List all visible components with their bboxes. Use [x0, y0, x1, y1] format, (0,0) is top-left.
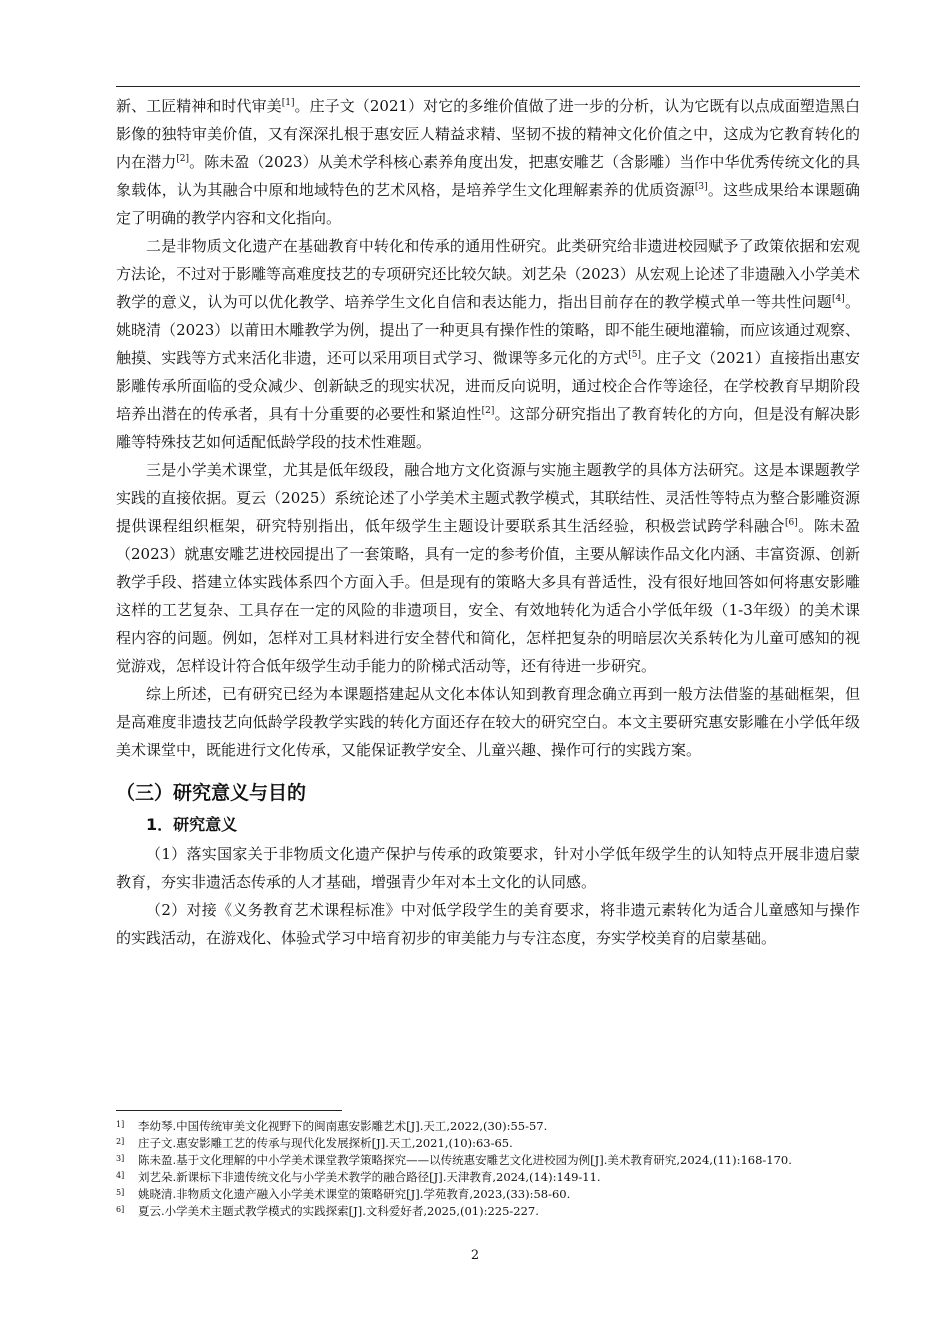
header-rule — [116, 86, 860, 87]
footnote-text: 刘艺朵.新课标下非遗传统文化与小学美术教学的融合路径[J].天津教育,2024,(14):149-11. — [138, 1170, 601, 1184]
footnote — [116, 1203, 860, 1220]
footnote-number: 2] — [116, 1137, 125, 1146]
footnote — [116, 1152, 860, 1169]
footnote — [116, 1186, 860, 1203]
significance-item-2: （2）对接《义务教育艺术课程标准》中对低学段学生的美育要求，将非遗元素转化为适合儿童感知与操作的实践活动，在游戏化、体验式学习中培育初步的审美能力与专注态度，夯实学校美育的启蒙基础。 — [116, 901, 860, 947]
paragraph-general-research: 二是非物质文化遗产在基础教育中转化和传承的通用性研究。此类研究给非遗进校园赋予了政策依据和宏观方法论，不过对于影雕等高难度技艺的专项研究还比较欠缺。刘艺朵（2023）从宏观上论述了非遗融入小学美术教学的意义，认为可以优化教学、培养学生文化自信和表达能力，指出目前存在的教学模式单一等共性问题[4]。姚晓清（2023）以莆田木雕教学为例，提出了一种更具有操作性的策略，即不能生硬地灌输，而应该通过观察、触摸、实践等方式来活化非遗，还可以采用项目式学习、微课等多元化的方式[5]。庄子文（2021）直接指出惠安影雕传承所面临的受众减少、创新缺乏的现实状况，进而反向说明，通过校企合作等途径，在学校教育早期阶段培养出潜在的传承者，具有十分重要的必要性和紧迫性[2]。这部分研究指出了教育转化的方向，但是没有解决影雕等特殊技艺如何适配低龄学段的技术性难题。 — [116, 237, 860, 451]
paragraph-continuation: 新、工匠精神和时代审美[1]。庄子文（2021）对它的多维价值做了进一步的分析，认为它既有以点成面塑造黑白影像的独特审美价值，又有深深扎根于惠安匠人精益求精、坚韧不拔的精神文化价值之中，这成为它教育转化的内在潜力[2]。陈未盈（2023）从美术学科核心素养角度出发，把惠安雕艺（含影雕）当作中华优秀传统文化的具象载体，认为其融合中原和地域特色的艺术风格，是培养学生文化理解素养的优质资源[3]。这些成果给本课题确定了明确的教学内容和文化指向。 — [116, 97, 860, 227]
subsection-heading: 1．研究意义 — [146, 815, 238, 834]
section-heading: （三）研究意义与目的 — [116, 782, 307, 804]
footnotes — [116, 1118, 860, 1220]
citation-superscript: [1] — [281, 98, 295, 108]
footnote-number: 1] — [116, 1120, 125, 1129]
footnote-text: 陈未盈.基于文化理解的中小学美术课堂教学策略探究——以传统惠安雕艺文化进校园为例[J].美术教育研究,2024,(11):168-170. — [138, 1153, 792, 1167]
body-text — [116, 92, 860, 952]
citation-superscript: [3] — [694, 182, 708, 192]
footnote — [116, 1118, 860, 1135]
citation-superscript: [2] — [176, 154, 190, 164]
paragraph-summary: 综上所述，已有研究已经为本课题搭建起从文化本体认知到教育理念确立再到一般方法借鉴的基础框架，但是高难度非遗技艺向低龄学段教学实践的转化方面还存在较大的研究空白。本文主要研究惠安影雕在小学低年级美术课堂中，既能进行文化传承，又能保证教学安全、儿童兴趣、操作可行的实践方案。 — [116, 685, 860, 759]
footnote-text: 李幼琴.中国传统审美文化视野下的闽南惠安影雕艺术[J].天工,2022,(30):55-57. — [138, 1119, 548, 1133]
paragraph-classroom-methods: 三是小学美术课堂，尤其是低年级段，融合地方文化资源与实施主题教学的具体方法研究。这是本课题教学实践的直接依据。夏云（2025）系统论述了小学美术主题式教学模式，其联结性、灵活性等特点为整合影雕资源提供课程组织框架，研究特别指出，低年级学生主题设计要联系其生活经验，积极尝试跨学科融合[6]。陈未盈（2023）就惠安雕艺进校园提出了一套策略，具有一定的参考价值，主要从解读作品文化内涵、丰富资源、创新教学手段、搭建立体实践体系四个方面入手。但是现有的策略大多具有普适性，没有很好地回答如何将惠安影雕这样的工艺复杂、工具存在一定的风险的非遗项目，安全、有效地转化为适合小学低年级（1-3年级）的美术课程内容的问题。例如，怎样对工具材料进行安全替代和简化，怎样把复杂的明暗层次关系转化为儿童可感知的视觉游戏，怎样设计符合低年级学生动手能力的阶梯式活动等，还有待进一步研究。 — [116, 461, 860, 675]
footnote-number: 6] — [116, 1205, 125, 1214]
footnote-separator — [116, 1110, 342, 1111]
citation-superscript: [6] — [785, 518, 798, 528]
footnote — [116, 1169, 860, 1186]
citation-superscript: [2] — [481, 406, 495, 416]
citation-superscript: [5] — [628, 350, 641, 360]
footnote — [116, 1135, 860, 1152]
page-number: 2 — [470, 1248, 480, 1263]
footnote-text: 庄子文.惠安影雕工艺的传承与现代化发展探析[J].天工,2021,(10):63-65. — [138, 1136, 513, 1150]
footnote-number: 4] — [116, 1171, 125, 1180]
significance-item-1: （1）落实国家关于非物质文化遗产保护与传承的政策要求，针对小学低年级学生的认知特点开展非遗启蒙教育，夯实非遗活态传承的人才基础，增强青少年对本土文化的认同感。 — [116, 845, 860, 891]
footnote-number: 5] — [116, 1188, 125, 1197]
footnote-text: 姚晓清.非物质文化遗产融入小学美术课堂的策略研究[J].学苑教育,2023,(33):58-60. — [138, 1187, 571, 1201]
citation-superscript: [4] — [832, 294, 845, 304]
footnote-number: 3] — [116, 1154, 125, 1163]
footnote-text: 夏云.小学美术主题式教学模式的实践探索[J].文科爱好者,2025,(01):225-227. — [138, 1204, 539, 1218]
